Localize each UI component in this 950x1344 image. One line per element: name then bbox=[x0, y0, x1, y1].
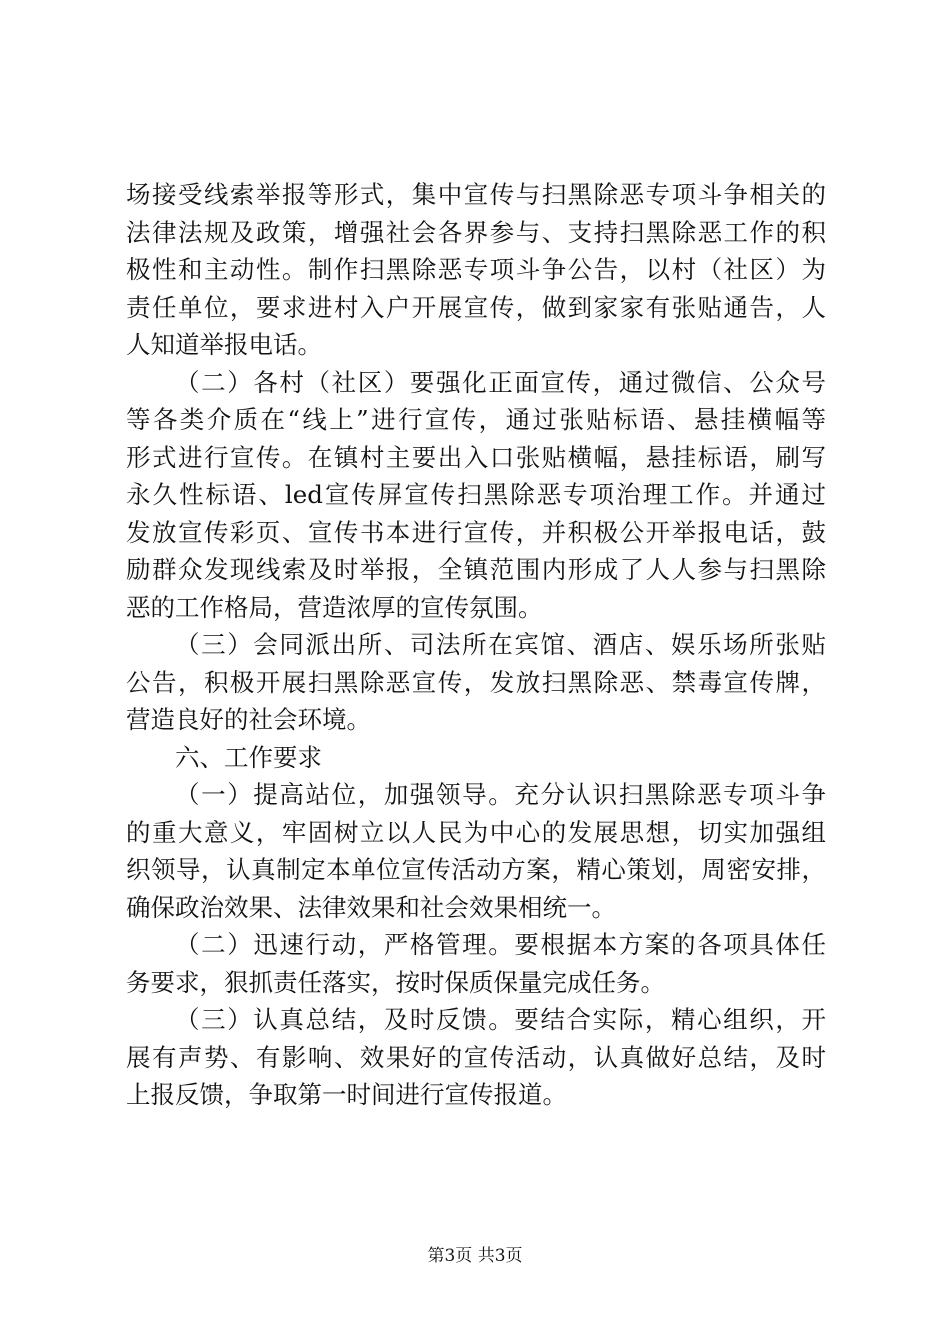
paragraph-line: 展有声势、有影响、效果好的宣传活动，认真做好总结，及时 bbox=[126, 1042, 826, 1072]
paragraph-line: 公告，积极开展扫黑除恶宣传，发放扫黑除恶、禁毒宣传牌， bbox=[126, 667, 826, 697]
paragraph-line: 确保政治效果、法律效果和社会效果相统一。 bbox=[126, 892, 616, 922]
paragraph-line: 等各类介质在“线上”进行宣传，通过张贴标语、悬挂横幅等 bbox=[126, 405, 826, 434]
paragraph-line: （三）认真总结，及时反馈。要结合实际，精心组织，开 bbox=[175, 1005, 826, 1034]
paragraph-line: （一）提高站位，加强领导。充分认识扫黑除恶专项斗争 bbox=[175, 780, 826, 809]
paragraph-line: （二）各村（社区）要强化正面宣传，通过微信、公众号 bbox=[175, 367, 826, 397]
paragraph-line: 务要求，狠抓责任落实，按时保质保量完成任务。 bbox=[126, 967, 665, 997]
paragraph-line: 形式进行宣传。在镇村主要出入口张贴横幅，悬挂标语，刷写 bbox=[126, 442, 826, 472]
paragraph-line: 的重大意义，牢固树立以人民为中心的发展思想，切实加强组 bbox=[126, 817, 826, 847]
paragraph-line: 恶的工作格局，营造浓厚的宣传氛围。 bbox=[126, 592, 543, 622]
page-footer: 第3页 共3页 bbox=[427, 1246, 523, 1266]
paragraph-line: 织领导，认真制定本单位宣传活动方案，精心策划，周密安排， bbox=[126, 855, 826, 884]
paragraph-line: 责任单位，要求进村入户开展宣传，做到家家有张贴通告，人 bbox=[126, 292, 826, 322]
paragraph-line: （三）会同派出所、司法所在宾馆、酒店、娱乐场所张贴 bbox=[175, 630, 826, 659]
paragraph-line: 场接受线索举报等形式，集中宣传与扫黑除恶专项斗争相关的 bbox=[126, 180, 826, 209]
paragraph-line: 六、工作要求 bbox=[175, 742, 322, 772]
paragraph-line: 发放宣传彩页、宣传书本进行宣传，并积极公开举报电话，鼓 bbox=[126, 517, 826, 547]
paragraph-line: 法律法规及政策，增强社会各界参与、支持扫黑除恶工作的积 bbox=[126, 217, 826, 247]
paragraph-line: 永久性标语、led宣传屏宣传扫黑除恶专项治理工作。并通过 bbox=[126, 480, 826, 509]
paragraph-line: 营造良好的社会环境。 bbox=[126, 705, 371, 734]
paragraph-line: 人知道举报电话。 bbox=[126, 330, 322, 359]
paragraph-line: 极性和主动性。制作扫黑除恶专项斗争公告，以村（社区）为 bbox=[126, 255, 826, 284]
paragraph-line: （二）迅速行动，严格管理。要根据本方案的各项具体任 bbox=[175, 930, 826, 959]
paragraph-line: 上报反馈，争取第一时间进行宣传报道。 bbox=[126, 1080, 567, 1109]
document-body bbox=[126, 176, 826, 1114]
paragraph-line: 励群众发现线索及时举报，全镇范围内形成了人人参与扫黑除 bbox=[126, 555, 826, 584]
